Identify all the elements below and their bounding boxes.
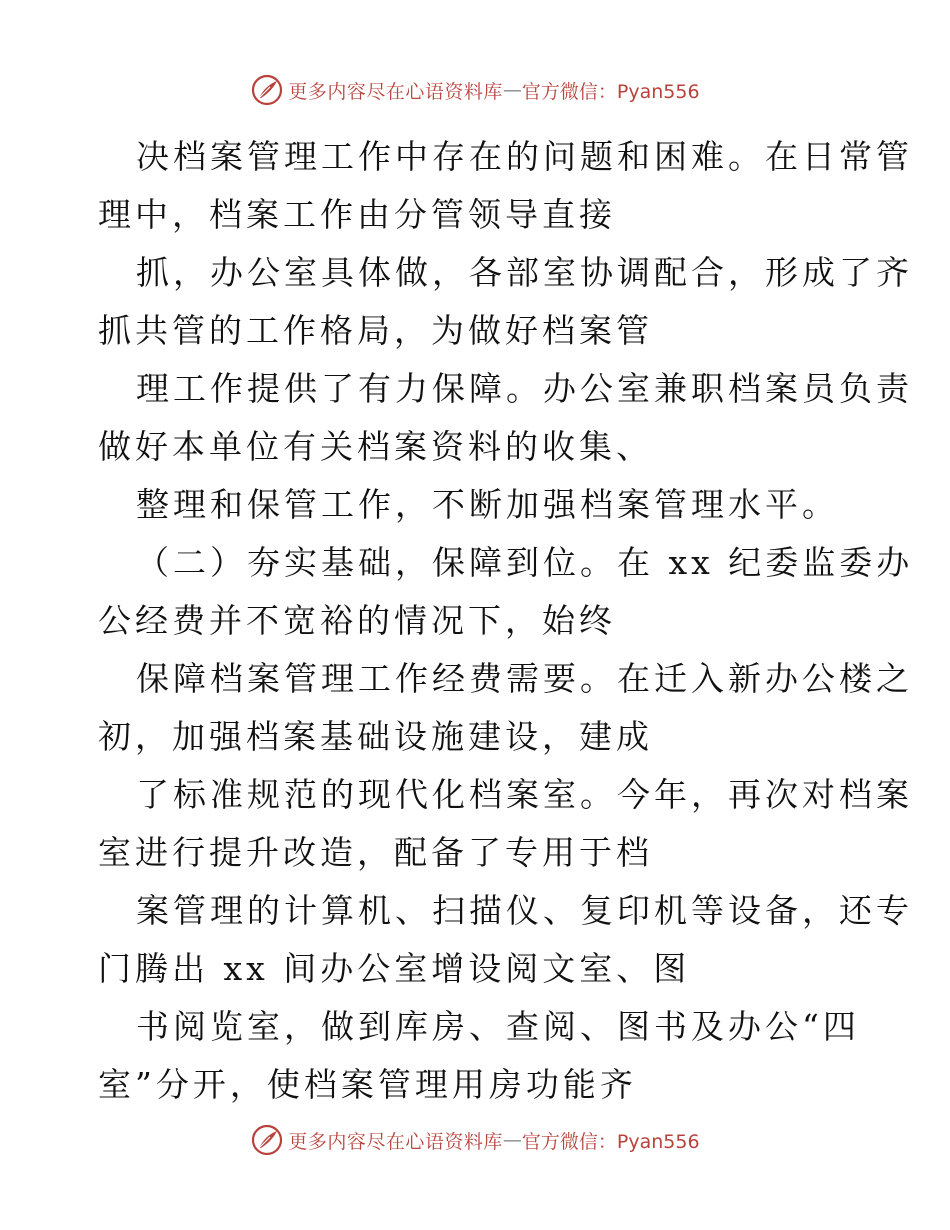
footer-wechat-text: 官方微信：Pyan556 bbox=[521, 1130, 700, 1153]
paragraph-line: 室”分开，使档案管理用房功能齐 bbox=[98, 1065, 637, 1104]
paragraph-line: 初，加强档案基础设施建设，建成 bbox=[98, 717, 653, 756]
paragraph-line: 整理和保管工作，不断加强档案管理水平。 bbox=[136, 485, 839, 524]
feather-pen-logo-icon bbox=[250, 1123, 284, 1157]
paragraph-1 bbox=[98, 128, 913, 244]
paragraph-3 bbox=[98, 360, 913, 476]
paragraph-line: 了标准规范的现代化档案室。今年，再次对档案 bbox=[136, 775, 913, 814]
paragraph-5 bbox=[98, 534, 914, 650]
paragraph-2 bbox=[98, 244, 913, 360]
paragraph-line: 做好本单位有关档案资料的收集、 bbox=[98, 427, 653, 466]
feather-pen-logo-icon bbox=[250, 73, 284, 107]
header-brand-text: 更多内容尽在心语资料库 bbox=[288, 80, 503, 103]
footer-brand-text: 更多内容尽在心语资料库 bbox=[288, 1130, 503, 1153]
footer-banner bbox=[0, 1120, 950, 1160]
paragraph-9 bbox=[98, 998, 858, 1114]
paragraph-line: 理工作提供了有力保障。办公室兼职档案员负责 bbox=[136, 369, 913, 408]
paragraph-4 bbox=[98, 476, 858, 534]
paragraph-line: 公经费并不宽裕的情况下，始终 bbox=[98, 601, 616, 640]
paragraph-line: 室进行提升改造，配备了专用于档 bbox=[98, 833, 653, 872]
paragraph-line: 保障档案管理工作经费需要。在迁入新办公楼之 bbox=[136, 659, 913, 698]
footer-separator: — bbox=[502, 1129, 522, 1151]
paragraph-line: 抓，办公室具体做，各部室协调配合，形成了齐 bbox=[136, 253, 913, 292]
header-banner bbox=[0, 70, 950, 110]
header-wechat-text: 官方微信：Pyan556 bbox=[521, 80, 700, 103]
paragraph-line: 书阅览室，做到库房、查阅、图书及办公“四 bbox=[136, 1007, 860, 1046]
header-separator: — bbox=[502, 79, 522, 101]
paragraph-line: 门腾出 xx 间办公室增设阅文室、图 bbox=[98, 949, 691, 988]
paragraph-6 bbox=[98, 650, 913, 766]
paragraph-line: 决档案管理工作中存在的问题和困难。在日常管 bbox=[136, 137, 913, 176]
paragraph-line: 案管理的计算机、扫描仪、复印机等设备，还专 bbox=[136, 891, 913, 930]
paragraph-7 bbox=[98, 766, 913, 882]
paragraph-line: （二）夯实基础，保障到位。在 xx 纪委监委办 bbox=[136, 543, 914, 582]
paragraph-line: 抓共管的工作格局，为做好档案管 bbox=[98, 311, 653, 350]
paragraph-line: 理中，档案工作由分管领导直接 bbox=[98, 195, 616, 234]
paragraph-8 bbox=[98, 882, 913, 998]
